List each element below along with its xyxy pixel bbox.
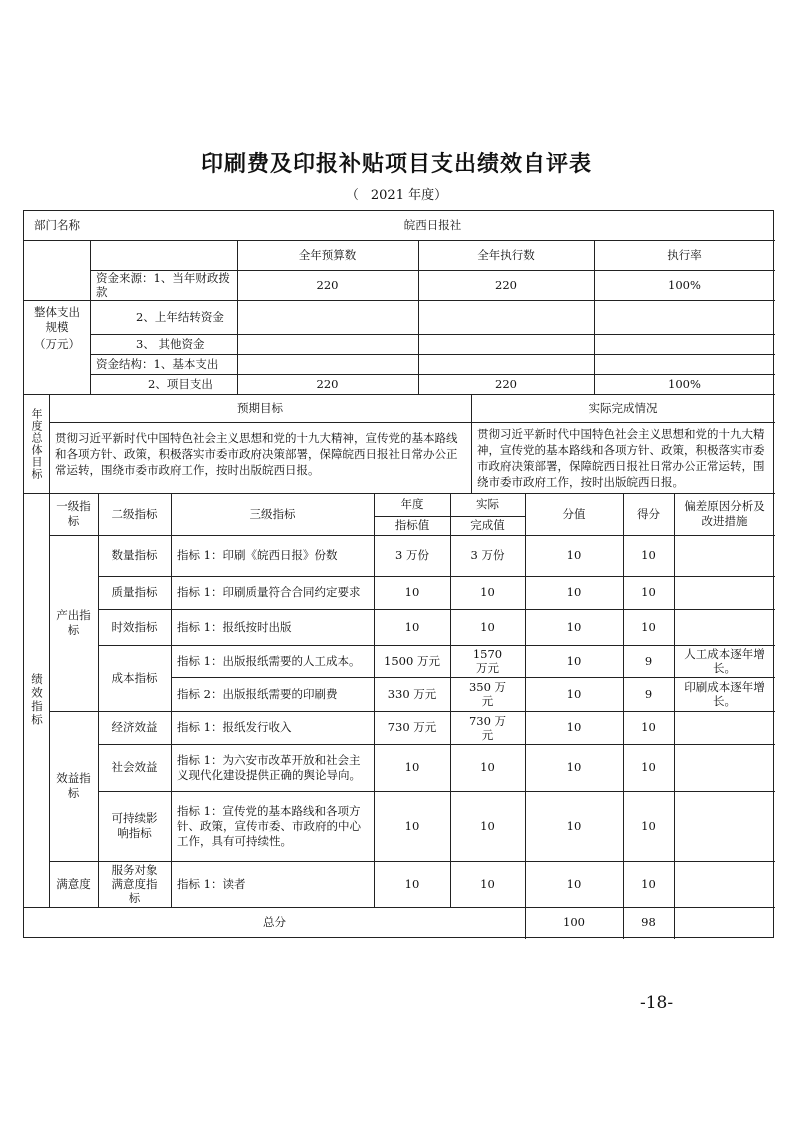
reason-header: 偏差原因分析及改进措施 (684, 499, 765, 528)
reason-cell (674, 576, 775, 609)
score-cell: 10 (641, 818, 656, 833)
scale-unit: （万元） (34, 336, 80, 351)
year-open: （ (345, 188, 359, 203)
level3-cell: 指标 1：出版报纸需要的人工成本。 (177, 653, 361, 668)
level1-header: 一级指标 (56, 499, 91, 528)
year-value: 2021 年度） (370, 188, 448, 203)
perf-side-label: 绩效指标 (30, 673, 44, 727)
rate-header: 执行率 (667, 247, 702, 262)
reason-cell (674, 609, 775, 645)
funding-row-label: 资金来源：1、当年财政拨款 (96, 271, 230, 299)
value-cell: 10 (566, 818, 582, 833)
reason-cell (674, 744, 775, 791)
level3-cell: 指标 2：出版报纸需要的印刷费 (177, 686, 338, 701)
value-cell: 10 (566, 653, 582, 668)
target-cell: 10 (404, 585, 420, 599)
reason-cell (674, 791, 775, 861)
level2-cell: 质量指标 (111, 585, 158, 599)
level3-cell: 指标 1：宣传党的基本路线和各项方针、政策，宣传市委、市政府的中心工作，具有可持续性。 (177, 803, 361, 848)
value-cell: 10 (566, 760, 582, 774)
level2-cell: 社会效益 (111, 760, 158, 774)
funding-row-label: 2、项目支出 (148, 376, 213, 391)
target-cell: 10 (404, 619, 420, 634)
value-cell: 10 (566, 720, 582, 734)
level2-cell: 可持续影响指标 (111, 811, 158, 840)
actual-cell: 10 (480, 818, 495, 833)
target-cell: 10 (404, 760, 420, 774)
score-cell: 10 (641, 548, 656, 562)
funding-row-label: 2、上年结转资金 (136, 309, 224, 324)
scale-label-line2: 规模 (45, 320, 69, 334)
total-value: 100 (563, 915, 585, 929)
level3-cell: 指标 1：为六安市改革开放和社会主义现代化建设提供正确的舆论导向。 (177, 752, 361, 782)
planned-header: 全年预算数 (298, 247, 357, 262)
dept-label: 部门名称 (34, 218, 80, 232)
actual-header-bottom: 完成值 (470, 518, 505, 532)
actual-cell: 1570 万元 (472, 647, 503, 675)
level2-cell: 成本指标 (111, 670, 158, 685)
level3-cell: 指标 1：印刷质量符合合同约定要求 (177, 585, 361, 599)
funding-row-planned: 220 (316, 277, 339, 292)
level1-output: 产出指标 (56, 608, 91, 637)
actual-cell: 10 (480, 760, 495, 774)
score-cell: 10 (641, 876, 656, 891)
level2-cell: 经济效益 (111, 720, 158, 734)
actual-header-top: 实际 (476, 497, 499, 511)
target-cell: 730 万元 (387, 720, 437, 734)
actual-goal-text: 贯彻习近平新时代中国特色社会主义思想和党的十九大精神，宣传党的基本路线和各项方针、政策，积极落实市委市政府决策部署，保障皖西日报社日常办公正常运转，围绕市委市政府工作，按时出版皖西日报。 (477, 427, 765, 489)
level3-header: 三级指标 (249, 506, 296, 521)
level2-cell: 时效指标 (111, 619, 158, 634)
level3-cell: 指标 1：报纸按时出版 (177, 619, 292, 634)
level2-cell: 数量指标 (111, 548, 158, 562)
value-cell: 10 (566, 876, 582, 891)
level2-cell: 服务对象满意度指标 (111, 863, 158, 905)
score-cell: 9 (644, 653, 653, 668)
value-cell: 10 (566, 686, 582, 701)
expected-goal-header: 预期目标 (237, 400, 283, 415)
actual-cell: 10 (480, 619, 495, 634)
reason-cell (674, 711, 775, 744)
value-cell: 10 (566, 585, 582, 599)
level1-satisfaction: 满意度 (56, 876, 91, 891)
target-header: 指标值 (394, 518, 430, 532)
score-cell: 10 (641, 585, 656, 599)
executed-header: 全年执行数 (477, 247, 535, 262)
value-cell: 10 (566, 619, 582, 634)
level1-benefit: 效益指标 (56, 771, 91, 800)
level3-cell: 指标 1：印刷《皖西日报》份数 (177, 548, 338, 562)
reason-cell: 印刷成本逐年增长。 (684, 680, 765, 708)
total-label: 总分 (263, 915, 286, 929)
goal-side-label: 年度总体目标 (30, 407, 43, 480)
actual-cell: 350 万元 (468, 680, 507, 708)
value-cell: 10 (566, 548, 582, 562)
target-cell: 1500 万元 (384, 653, 440, 668)
funding-row-executed: 220 (495, 277, 517, 292)
year-label (0, 184, 793, 203)
funding-row-label: 资金结构：1、基本支出 (96, 356, 219, 371)
actual-cell: 10 (480, 876, 495, 891)
target-cell: 3 万份 (395, 548, 429, 562)
funding-row-executed: 220 (495, 376, 517, 391)
reason-cell (674, 535, 775, 576)
actual-cell: 10 (480, 585, 495, 599)
target-cell: 10 (404, 818, 420, 833)
annual-header: 年度 (400, 497, 424, 511)
dept-value: 皖西日报社 (403, 218, 462, 232)
target-cell: 330 万元 (387, 686, 437, 701)
funding-row-planned: 220 (316, 376, 339, 391)
actual-cell: 3 万份 (470, 548, 505, 562)
level2-header: 二级指标 (111, 506, 158, 521)
score-cell: 9 (644, 686, 653, 701)
level3-cell: 指标 1：读者 (177, 876, 246, 891)
reason-cell (674, 861, 775, 907)
scale-label-line1: 整体支出 (34, 305, 80, 319)
actual-cell: 730 万元 (468, 713, 507, 742)
funding-row-rate: 100% (668, 376, 701, 391)
score-cell: 10 (641, 619, 656, 634)
expected-goal-text: 贯彻习近平新时代中国特色社会主义思想和党的十九大精神，宣传党的基本路线和各项方针、政策，积极落实市委市政府决策部署，保障皖西日报社日常办公正常运转，围绕市委市政府工作，按时出版皖西日报。 (55, 431, 458, 477)
level3-cell: 指标 1：报纸发行收入 (177, 720, 292, 734)
target-cell: 10 (404, 876, 420, 891)
page-number: -18- (640, 993, 674, 1013)
page-title: 印刷费及印报补贴项目支出绩效自评表 (200, 151, 592, 177)
funding-row-rate: 100% (668, 277, 701, 292)
evaluation-table (23, 210, 774, 938)
funding-row-label: 3、 其他资金 (136, 336, 205, 351)
score-header: 得分 (637, 506, 660, 521)
actual-goal-header: 实际完成情况 (588, 400, 658, 415)
score-cell: 10 (641, 760, 656, 774)
reason-cell: 人工成本逐年增长。 (684, 647, 765, 675)
score-cell: 10 (641, 720, 656, 734)
score-value-header: 分值 (562, 506, 586, 521)
total-score: 98 (641, 915, 656, 929)
